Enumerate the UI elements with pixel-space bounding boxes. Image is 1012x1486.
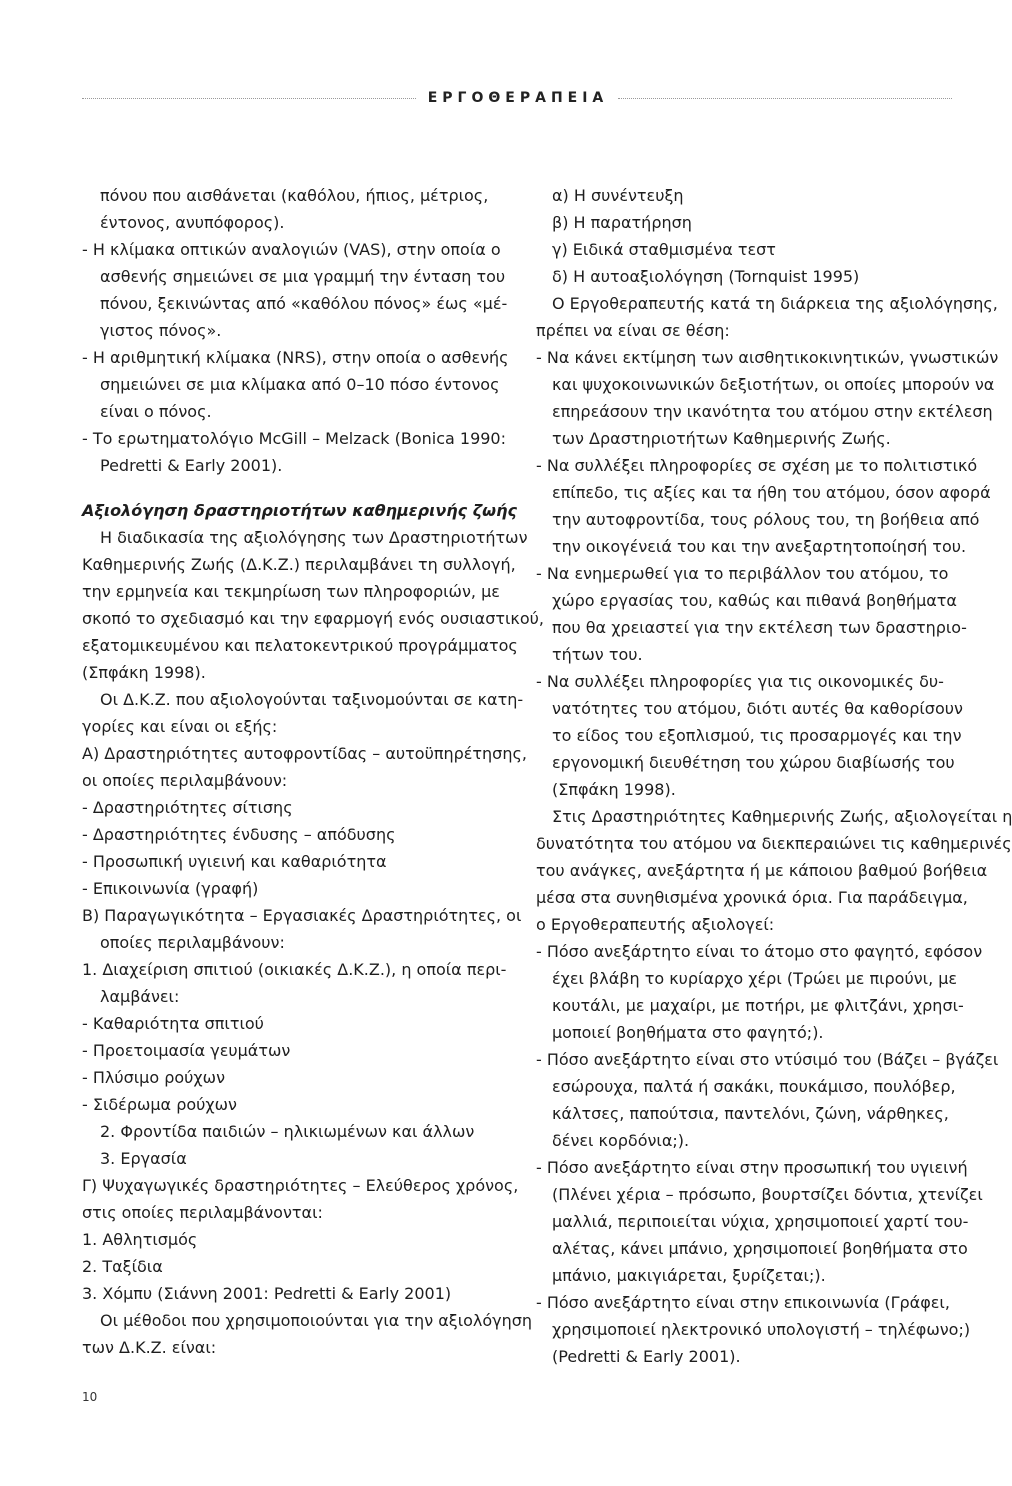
text-line: (Pedretti & Early 2001).	[552, 1347, 741, 1366]
text-line: επίπεδο, τις αξίες και τα ήθη του ατόμου, όσον αφορά	[552, 483, 991, 502]
text-line: (Πλένει χέρια – πρόσωπο, βουρτσίζει δόντια, χτενίζει	[552, 1185, 983, 1204]
header-rule-left	[82, 98, 416, 99]
text-line: πρέπει να είναι σε θέση:	[536, 321, 730, 340]
text-line: οποίες περιλαμβάνουν:	[100, 933, 285, 952]
text-line: - Δραστηριότητες σίτισης	[82, 798, 293, 817]
text-line: την οικογένειά του και την ανεξαρτητοποίησή του.	[552, 537, 967, 556]
left-text-block-2	[82, 524, 544, 1361]
text-line: σημειώνει σε μια κλίμακα από 0–10 πόσο έντονος	[100, 375, 500, 394]
text-line: δυνατότητα του ατόμου να διεκπεραιώνει τις καθημερινές	[536, 834, 1012, 853]
text-line: - Πόσο ανεξάρτητο είναι στην προσωπική του υγιεινή	[536, 1158, 968, 1177]
text-line: χώρο εργασίας του, καθώς και πιθανά βοηθήματα	[552, 591, 957, 610]
text-line: Β) Παραγωγικότητα – Εργασιακές Δραστηριότητες, οι	[82, 906, 522, 925]
text-line: επηρεάσουν την ικανότητα του ατόμου στην εκτέλεση	[552, 402, 993, 421]
text-line: - Πόσο ανεξάρτητο είναι στην επικοινωνία (Γράφει,	[536, 1293, 950, 1312]
text-line: κουτάλι, με μαχαίρι, με ποτήρι, με φλιτζάνι, χρησι-	[552, 996, 964, 1015]
header-title: ΕΡΓΟΘΕΡΑΠΕΙΑ	[427, 90, 609, 106]
text-line: Ο Εργοθεραπευτής κατά τη διάρκεια της αξιολόγησης,	[552, 294, 998, 313]
text-line: έντονος, ανυπόφορος).	[100, 213, 285, 232]
text-line: μέσα στα συνηθισμένα χρονικά όρια. Για παράδειγμα,	[536, 888, 968, 907]
text-line: γ) Ειδικά σταθμισμένα τεστ	[552, 240, 776, 259]
text-line: - Καθαριότητα σπιτιού	[82, 1014, 264, 1033]
text-line: Η διαδικασία της αξιολόγησης των Δραστηριοτήτων	[100, 528, 528, 547]
text-line: - Προσωπική υγιεινή και καθαριότητα	[82, 852, 387, 871]
section-heading: Αξιολόγηση δραστηριοτήτων καθημερινής ζωής	[82, 501, 517, 520]
text-line: α) Η συνέντευξη	[552, 186, 684, 205]
text-line: έχει βλάβη το κυρίαρχο χέρι (Τρώει με πιρούνι, με	[552, 969, 958, 988]
text-line: - Να συλλέξει πληροφορίες σε σχέση με το πολιτιστικό	[536, 456, 978, 475]
text-line: ο Εργοθεραπευτής αξιολογεί:	[536, 915, 775, 934]
text-line: 1. Αθλητισμός	[82, 1230, 198, 1249]
running-header	[82, 88, 952, 108]
text-line: πόνου που αισθάνεται (καθόλου, ήπιος, μέτριος,	[100, 186, 489, 205]
text-line: 2. Φροντίδα παιδιών – ηλικιωμένων και άλλων	[100, 1122, 475, 1141]
text-line: δ) Η αυτοαξιολόγηση (Tornquist 1995)	[552, 267, 860, 286]
text-line: μπάνιο, μακιγιάρεται, ξυρίζεται;).	[552, 1266, 826, 1285]
text-line: μοποιεί βοηθήματα στο φαγητό;).	[552, 1023, 824, 1042]
text-line: χρησιμοποιεί ηλεκτρονικό υπολογιστή – τηλέφωνο;)	[552, 1320, 971, 1339]
text-line: Καθημερινής Ζωής (Δ.Κ.Ζ.) περιλαμβάνει τη συλλογή,	[82, 555, 516, 574]
text-line: λαμβάνει:	[100, 987, 180, 1006]
text-line: - Η αριθμητική κλίμακα (NRS), στην οποία ο ασθενής	[82, 348, 509, 367]
text-line: νατότητες του ατόμου, διότι αυτές θα καθορίσουν	[552, 699, 963, 718]
text-line: 2. Ταξίδια	[82, 1257, 163, 1276]
text-line: πόνου, ξεκινώντας από «καθόλου πόνος» έως «μέ-	[100, 294, 508, 313]
text-line: και ψυχοκοινωνικών δεξιοτήτων, οι οποίες μπορούν να	[552, 375, 995, 394]
text-line: Α) Δραστηριότητες αυτοφροντίδας – αυτοϋπηρέτησης,	[82, 744, 527, 763]
text-line: στις οποίες περιλαμβάνονται:	[82, 1203, 323, 1222]
text-line: γορίες και είναι οι εξής:	[82, 717, 278, 736]
text-line: σκοπό το σχεδιασμό και την εφαρμογή ενός ουσιαστικού,	[82, 609, 544, 628]
text-line: του ανάγκες, ανεξάρτητα ή με κάποιου βαθμού βοήθεια	[536, 861, 988, 880]
text-line: εσώρουχα, παλτά ή σακάκι, πουκάμισο, πουλόβερ,	[552, 1077, 956, 1096]
text-line: των Δραστηριοτήτων Καθημερινής Ζωής.	[552, 429, 891, 448]
text-line: - Προετοιμασία γευμάτων	[82, 1041, 291, 1060]
right-text-block	[536, 182, 1012, 1370]
text-line: την ερμηνεία και τεκμηρίωση των πληροφοριών, με	[82, 582, 500, 601]
text-line: (Σπφάκη 1998).	[82, 663, 206, 682]
text-line: κάλτσες, παπούτσια, παντελόνι, ζώνη, νάρθηκες,	[552, 1104, 949, 1123]
text-line: εργονομική διευθέτηση του χώρου διαβίωσής του	[552, 753, 955, 772]
text-line: - Πόσο ανεξάρτητο είναι στο ντύσιμό του (Βάζει – βγάζει	[536, 1050, 999, 1069]
text-line: - Να κάνει εκτίμηση των αισθητικοκινητικών, γνωστικών	[536, 348, 999, 367]
text-line: τήτων του.	[552, 645, 643, 664]
text-line: αλέτας, κάνει μπάνιο, χρησιμοποιεί βοηθήματα στο	[552, 1239, 968, 1258]
text-line: οι οποίες περιλαμβάνουν:	[82, 771, 288, 790]
text-line: μαλλιά, περιποιείται νύχια, χρησιμοποιεί χαρτί του-	[552, 1212, 969, 1231]
text-line: το είδος του εξοπλισμού, τις προσαρμογές και την	[552, 726, 962, 745]
text-line: Οι Δ.Κ.Ζ. που αξιολογούνται ταξινομούνται σε κατη-	[100, 690, 524, 709]
text-line: 1. Διαχείριση σπιτιού (οικιακές Δ.Κ.Ζ.), η οποία περι-	[82, 960, 507, 979]
right-column	[536, 182, 1012, 1370]
text-line: - Το ερωτηματολόγιο McGill – Melzack (Bonica 1990:	[82, 429, 506, 448]
text-line: δένει κορδόνια;).	[552, 1131, 690, 1150]
text-line: - Πλύσιμο ρούχων	[82, 1068, 226, 1087]
text-line: (Σπφάκη 1998).	[552, 780, 676, 799]
header-rule-right	[618, 98, 952, 99]
text-line: - Πόσο ανεξάρτητο είναι το άτομο στο φαγητό, εφόσον	[536, 942, 983, 961]
text-line: γιστος πόνος».	[100, 321, 222, 340]
text-line: Pedretti & Early 2001).	[100, 456, 283, 475]
text-line: - Δραστηριότητες ένδυσης – απόδυσης	[82, 825, 396, 844]
left-column	[82, 182, 544, 1361]
text-line: β) Η παρατήρηση	[552, 213, 692, 232]
text-line: την αυτοφροντίδα, τους ρόλους του, τη βοήθεια από	[552, 510, 980, 529]
page-number: 10	[82, 1390, 98, 1404]
text-line: 3. Εργασία	[100, 1149, 187, 1168]
text-line: - Να ενημερωθεί για το περιβάλλον του ατόμου, το	[536, 564, 949, 583]
text-line: Οι μέθοδοι που χρησιμοποιούνται για την αξιολόγηση	[100, 1311, 533, 1330]
left-text-block-1	[82, 182, 512, 479]
text-line: Γ) Ψυχαγωγικές δραστηριότητες – Ελεύθερος χρόνος,	[82, 1176, 519, 1195]
text-line: Στις Δραστηριότητες Καθημερινής Ζωής, αξιολογείται η	[552, 807, 1012, 826]
text-line: που θα χρειαστεί για την εκτέλεση των δραστηριο-	[552, 618, 967, 637]
text-line: - Σιδέρωμα ρούχων	[82, 1095, 237, 1114]
text-line: των Δ.Κ.Ζ. είναι:	[82, 1338, 217, 1357]
text-line: - Να συλλέξει πληροφορίες για τις οικονομικές δυ-	[536, 672, 944, 691]
text-line: ασθενής σημειώνει σε μια γραμμή την ένταση του	[100, 267, 506, 286]
text-line: - Η κλίμακα οπτικών αναλογιών (VAS), στην οποία ο	[82, 240, 501, 259]
text-line: - Επικοινωνία (γραφή)	[82, 879, 259, 898]
text-line: 3. Χόμπυ (Σιάννη 2001: Pedretti & Early 2001)	[82, 1284, 452, 1303]
text-line: είναι ο πόνος.	[100, 402, 212, 421]
text-line: εξατομικευμένου και πελατοκεντρικού προγράμματος	[82, 636, 518, 655]
